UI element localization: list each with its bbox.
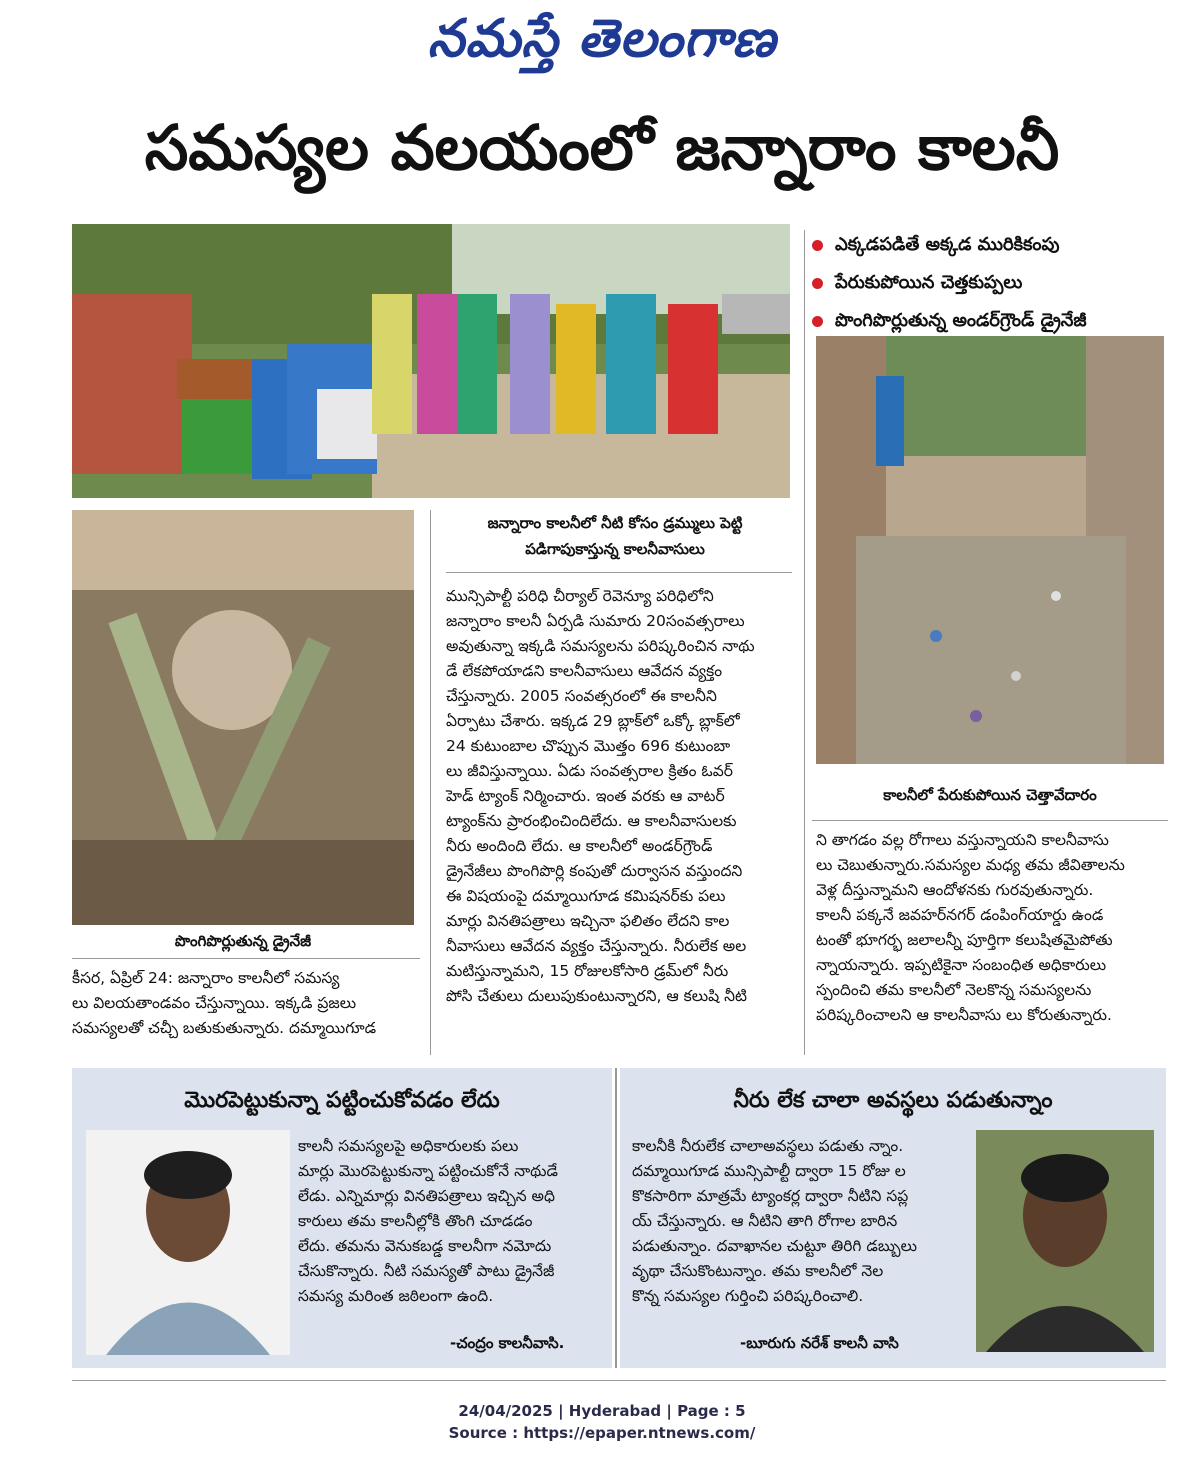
article-dateline-column: కీసర, ఏప్రిల్ 24: జన్నారాం కాలనీలో సమస్య లు విలయతాండవం చేస్తున్నాయి. ఇక్కడి ప్రజలు సమస్యలతో చచ్చీ బతుకుతున్నారు. దమ్మాయిగూడ xyxy=(72,969,377,1037)
box-left-title: మొరపెట్టుకున్నా పట్టించుకోవడం లేదు xyxy=(184,1088,500,1113)
caption-top-photo: జన్నారాం కాలనీలో నీటి కోసం డ్రమ్ములు పెట్టి పడిగాపుకాస్తున్న కాలనీవాసులు xyxy=(487,514,743,558)
portrait-naresh xyxy=(976,1130,1154,1352)
caption-right-photo: కాలనీలో పేరుకుపోయిన చెత్తావేదారం xyxy=(883,786,1097,804)
divider xyxy=(812,820,1168,821)
column-rule xyxy=(804,230,805,1055)
footer-date-location-page: 24/04/2025 | Hyderabad | Page : 5 xyxy=(458,1402,746,1420)
bullet-icon xyxy=(812,240,823,251)
photo-overflowing-drainage xyxy=(72,510,414,925)
highlight-item: పేరుకుపోయిన చెత్తకుప్పలు xyxy=(812,264,1182,302)
highlight-item: పొంగిపొర్లుతున్న అండర్‌గ్రౌండ్ డ్రైనేజీ xyxy=(812,302,1182,340)
footer-source-link[interactable]: Source : https://epaper.ntnews.com/ xyxy=(448,1424,756,1442)
masthead-logo: నమస్తే తెలంగాణ xyxy=(427,8,777,69)
box-left-signature: -చంద్రం కాలనీవాసి. xyxy=(450,1334,565,1352)
highlights-list xyxy=(812,226,1182,340)
portrait-chandram xyxy=(86,1130,290,1355)
box-left-text: కాలనీ సమస్యలపై అధికారులకు పలు మార్లు మొరపెట్టుకున్నా పట్టించుకోనే నాథుడే లేడు. ఎన్నిమార్లు వినతిపత్రాలు ఇచ్చిన అధి కారులు తమ కాలనీల్లోకి తొంగి చూడడం లేదు. తమను వెనుకబడ్డ కాలనీగా నమోదు చేసుకొన్నారు. నీటి సమస్యతో పాటు డ్రైనేజీ సమస్య మరింత జఠిలంగా ఉంది. xyxy=(298,1137,558,1305)
highlight-item: ఎక్కడపడితే అక్కడ మురికికంపు xyxy=(812,226,1182,264)
photo-garbage-lane xyxy=(816,336,1164,764)
bullet-icon xyxy=(812,316,823,327)
photo-women-with-drums xyxy=(72,224,790,498)
divider xyxy=(72,958,420,959)
bottom-rule xyxy=(72,1380,1166,1381)
box-right-text: కాలనీకి నీరులేక చాలాఅవస్థలు పడుతు న్నాం. దమ్మాయిగూడ మున్సిపాల్టీ ద్వారా 15 రోజు ల కొకసారిగా మాత్రమే ట్యాంకర్ల ద్వారా నీటిని సప్ల య్ చేస్తున్నారు. ఆ నీటిని తాగి రోగాల బారిన పడుతున్నాం. దవాఖానల చుట్టూ తిరిగి డబ్బులు వృథా చేసుకొంటున్నాం. తమ కాలనీలో నెల కొన్న సమస్యల గుర్తించి పరిష్కరించాలి. xyxy=(632,1137,917,1305)
box-right-title: నీరు లేక చాలా అవస్థలు పడుతున్నాం xyxy=(733,1088,1053,1113)
article-middle-column: మున్సిపాల్టీ పరిధి చీర్యాల్ రెవెన్యూ పరిధిలోని జన్నారాం కాలనీ ఏర్పడి సుమారు 20సంవత్సరాలు అవుతున్నా ఇక్కడి సమస్యలను పరిష్కరించిన నాథు డే లేకపోయాడని కాలనీవాసులు ఆవేదన వ్యక్తం చేస్తున్నారు. 2005 సంవత్సరంలో ఈ కాలనీని ఏర్పాటు చేశారు. ఇక్కడ 29 బ్లాక్‌లో ఒక్కో బ్లాక్‌లో 24 కుటుంబాల చొప్పున మొత్తం 696 కుటుంబా లు జీవిస్తున్నాయి. ఏడు సంవత్సరాల క్రితం ఓవర్ హెడ్ ట్యాంక్ నిర్మించారు. ఇంత వరకు ఆ వాటర్ ట్యాంక్‌ను ప్రారంభించిందిలేదు. ఆ కాలనీవాసులకు నీరు అందింది లేదు. ఆ కాలనీలో అండర్‌గ్రౌండ్ డ్రైనేజీలు పొంగిపొర్లి కంపుతో దుర్వాసన వస్తుందని ఈ విషయంపై దమ్మాయిగూడ కమిషనర్‌కు పలు మార్లు వినతిపత్రాలు ఇచ్చినా ఫలితం లేదని కాల నీవాసులు ఆవేదన వ్యక్తం చేస్తున్నారు. నీరులేక అల మటిస్తున్నామని, 15 రోజులకోసారి డ్రమ్‌లో నీరు పోసి చేతులు దులుపుకుంటున్నారని, ఆ కలుషి నీటి xyxy=(446,587,755,1005)
column-rule xyxy=(430,510,431,1055)
box-divider xyxy=(615,1068,617,1368)
box-right-signature: -బూరుగు నరేశ్ కాలనీ వాసి xyxy=(740,1334,899,1352)
article-right-column: ని తాగడం వల్ల రోగాలు వస్తున్నాయని కాలనీవాసు లు చెబుతున్నారు.సమస్యల మధ్య తమ జీవితాలను వెళ్ల దీస్తున్నామని ఆందోళనకు గురవుతున్నారు. కాలనీ పక్కనే జవహర్‌నగర్ డంపింగ్‌యార్డు ఉండ టంతో భూగర్భ జలాలన్నీ పూర్తిగా కలుషితమైపోతు న్నాయన్నారు. ఇప్పటికైనా సంబంధిత అధికారులు స్పందించి తమ కాలనీలో నెలకొన్న సమస్యలను పరిష్కరించాలని ఆ కాలనీవాసు లు కోరుతున్నారు. xyxy=(816,831,1125,1024)
divider xyxy=(446,572,792,573)
headline: సమస్యల వలయంలో జన్నారాం కాలనీ xyxy=(144,111,1060,184)
bullet-icon xyxy=(812,278,823,289)
caption-left-photo: పొంగిపొర్లుతున్న డ్రైనేజీ xyxy=(174,932,312,950)
